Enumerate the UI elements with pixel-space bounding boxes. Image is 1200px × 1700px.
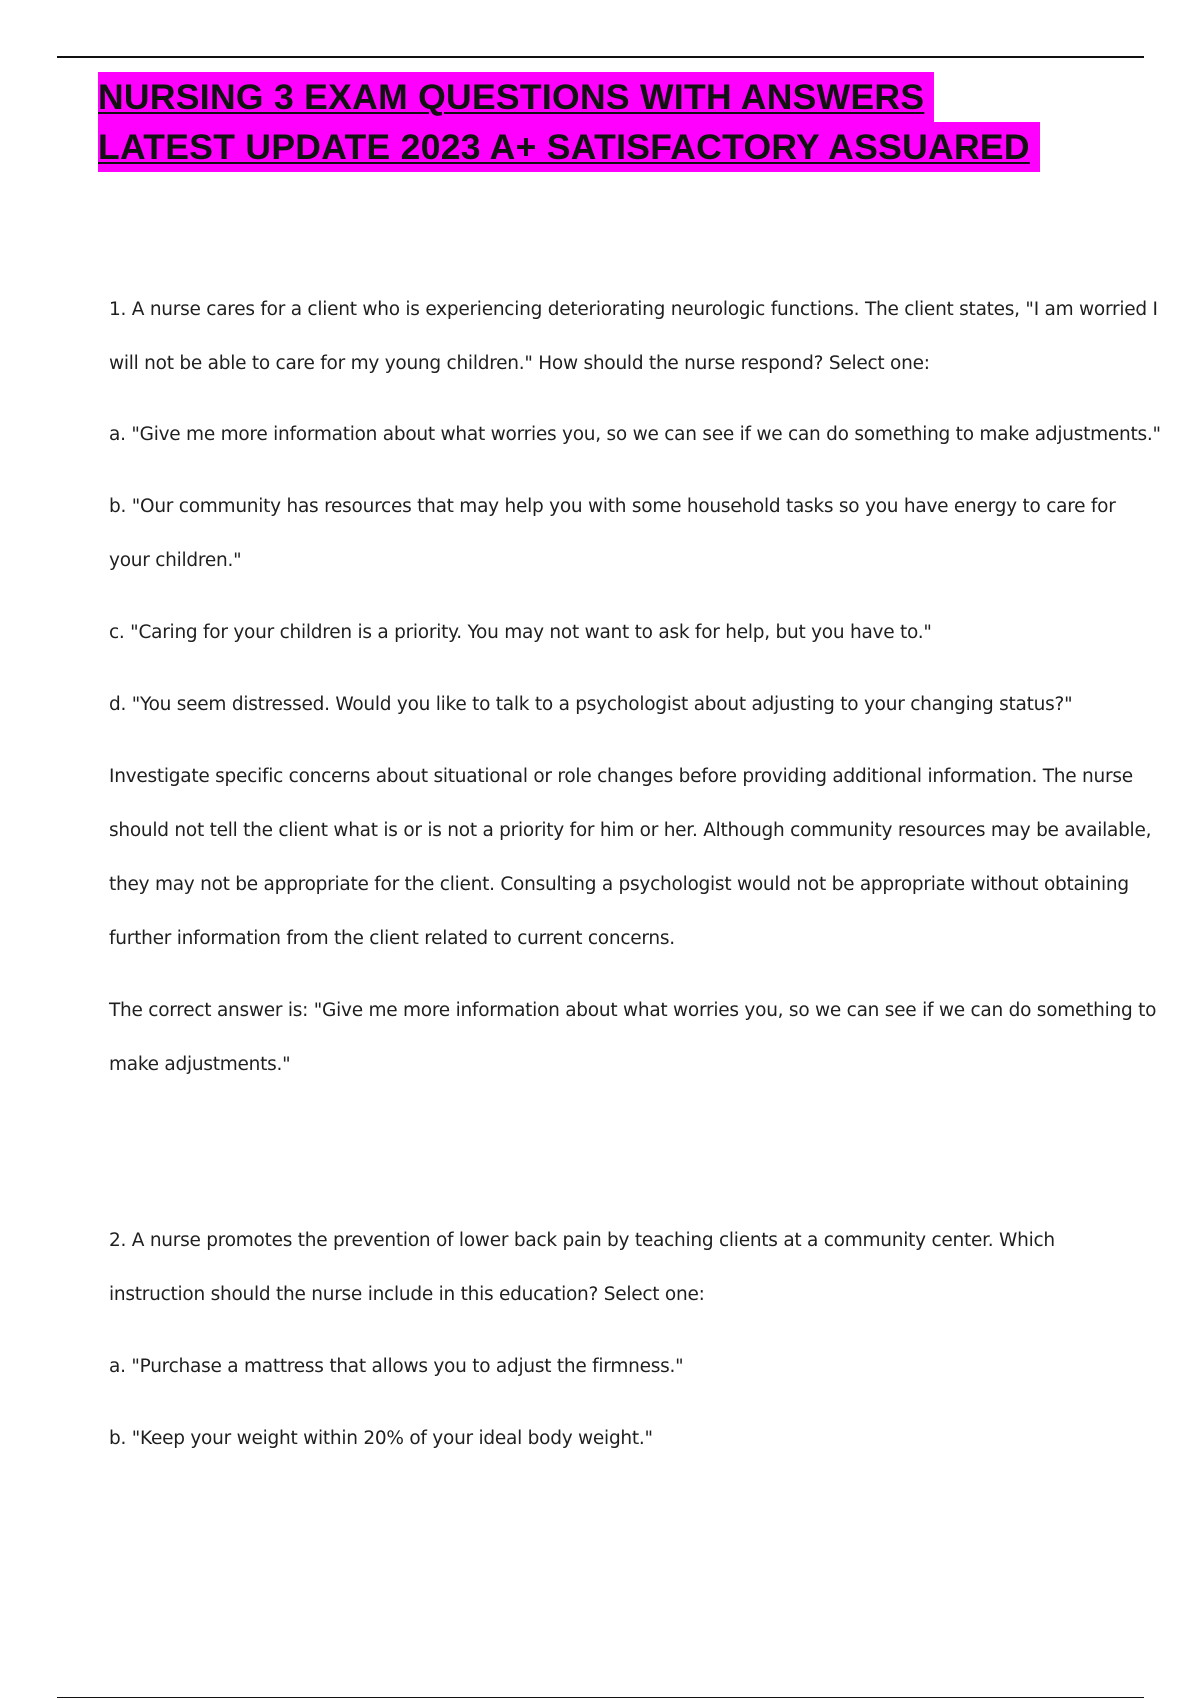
- question-1-correct-answer: The correct answer is: "Give me more information about what worries you, so we can see if we can do something to make adjustments.": [109, 1000, 1157, 1075]
- question-1-option-d: d. "You seem distressed. Would you like to talk to a psychologist about adjusting to your changing status?": [109, 694, 1073, 715]
- question-2-stem: 2. A nurse promotes the prevention of lower back pain by teaching clients at a community center. Which instruction should the nurse include in this education? Select one:: [109, 1230, 1055, 1305]
- title-line-1: NURSING 3 EXAM QUESTIONS WITH ANSWERS: [98, 72, 934, 122]
- question-1-option-a: a. "Give me more information about what worries you, so we can see if we can do something to make adjustments.": [109, 424, 1161, 445]
- question-1-option-b: b. "Our community has resources that may help you with some household tasks so you have energy to care for your children.": [109, 496, 1116, 571]
- question-1-option-c: c. "Caring for your children is a priority. You may not want to ask for help, but you have to.": [109, 622, 932, 643]
- question-1-rationale: Investigate specific concerns about situational or role changes before providing additional information. The nurse should not tell the client what is or is not a priority for him or her. Although community resources may be available, they may not be appropriate for the client. Consulting a psychologist would not be appropriate without obtaining further information from the client related to current concerns.: [109, 766, 1152, 949]
- top-rule: [57, 56, 1144, 58]
- bottom-rule: [57, 1697, 1144, 1698]
- title-line-2: LATEST UPDATE 2023 A+ SATISFACTORY ASSUARED: [98, 122, 1040, 172]
- document-title: [98, 72, 1040, 172]
- question-2-option-a: a. "Purchase a mattress that allows you to adjust the firmness.": [109, 1356, 684, 1377]
- question-2-option-b: b. "Keep your weight within 20% of your ideal body weight.": [109, 1428, 653, 1449]
- question-1-stem: 1. A nurse cares for a client who is experiencing deteriorating neurologic functions. The client states, "I am worried I will not be able to care for my young children." How should the nurse respond? Select one:: [109, 299, 1158, 374]
